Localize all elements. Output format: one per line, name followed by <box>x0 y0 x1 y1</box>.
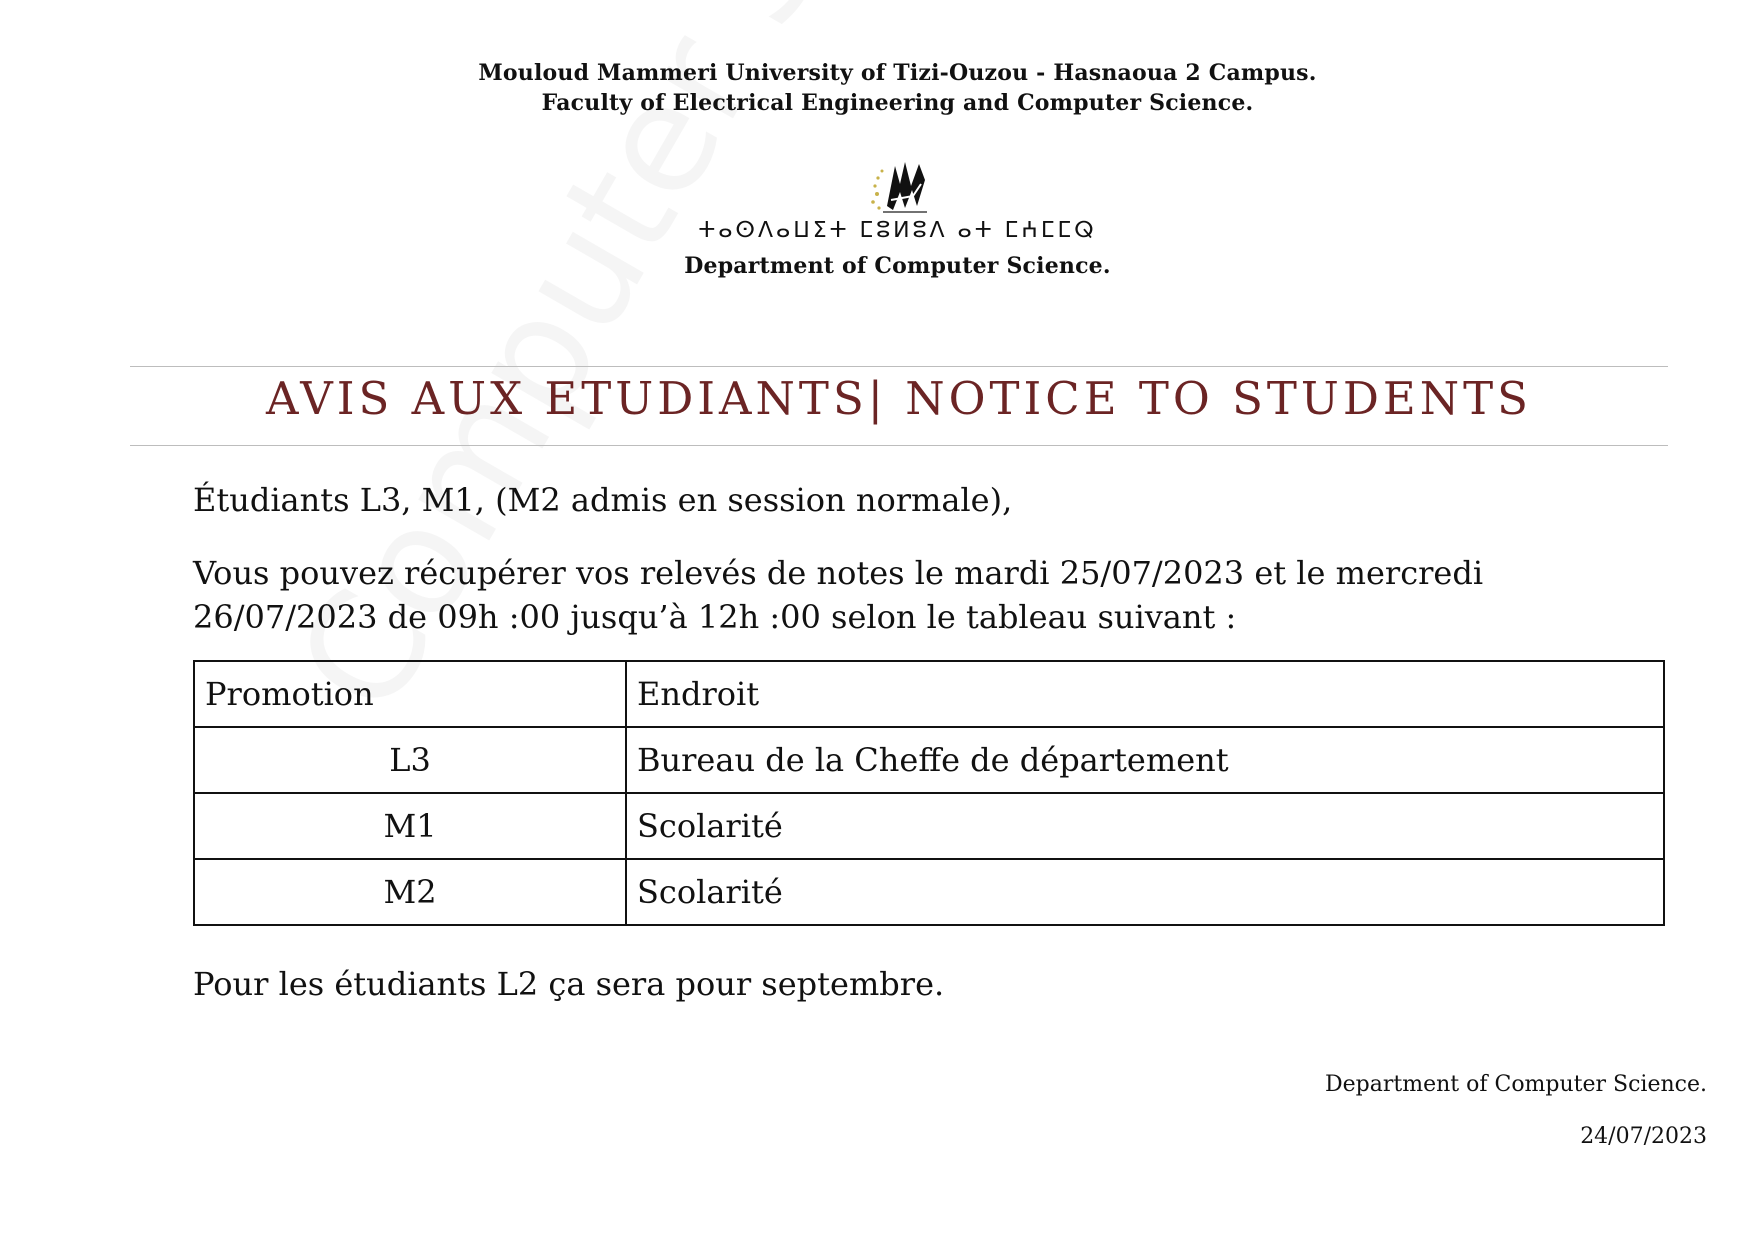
location-cell: Scolarité <box>626 793 1664 859</box>
table-row <box>194 859 1664 925</box>
table-row <box>194 793 1664 859</box>
promotion-cell: M2 <box>194 859 626 925</box>
university-name: Mouloud Mammeri University of Tizi-Ouzou - Hasnaoua 2 Campus. <box>478 60 1317 86</box>
body-line-1: Vous pouvez récupérer vos relevés de notes le mardi 25/07/2023 et le mercredi <box>193 554 1484 592</box>
title-bottom-rule <box>130 445 1668 446</box>
header-endroit: Endroit <box>626 661 1664 727</box>
department-name: Department of Computer Science. <box>684 253 1111 279</box>
footer-date: 24/07/2023 <box>1580 1124 1707 1149</box>
location-cell: Scolarité <box>626 859 1664 925</box>
schedule-table <box>193 660 1665 926</box>
promotion-cell: L3 <box>194 727 626 793</box>
notice-title: AVIS AUX ETUDIANTS| NOTICE TO STUDENTS <box>265 372 1532 425</box>
university-logo <box>869 156 933 214</box>
table-row <box>194 727 1664 793</box>
table-header-row <box>194 661 1664 727</box>
greeting-line: Étudiants L3, M1, (M2 admis en session normale), <box>193 481 1013 519</box>
tifinagh-name: ⵜⴰⵙⴷⴰⵡⵉⵜ ⵎⵓⵍⵓⴷ ⴰⵜ ⵎⵄⵎⵎⵕ <box>698 218 1097 243</box>
location-cell: Bureau de la Cheffe de département <box>626 727 1664 793</box>
header-promotion: Promotion <box>194 661 626 727</box>
l2-note: Pour les étudiants L2 ça sera pour septembre. <box>193 965 945 1003</box>
footer-department: Department of Computer Science. <box>1325 1072 1707 1097</box>
title-top-rule <box>130 366 1668 367</box>
promotion-cell: M1 <box>194 793 626 859</box>
body-line-2: 26/07/2023 de 09h :00 jusqu’à 12h :00 selon le tableau suivant : <box>193 598 1237 636</box>
faculty-name: Faculty of Electrical Engineering and Computer Science. <box>541 90 1254 116</box>
